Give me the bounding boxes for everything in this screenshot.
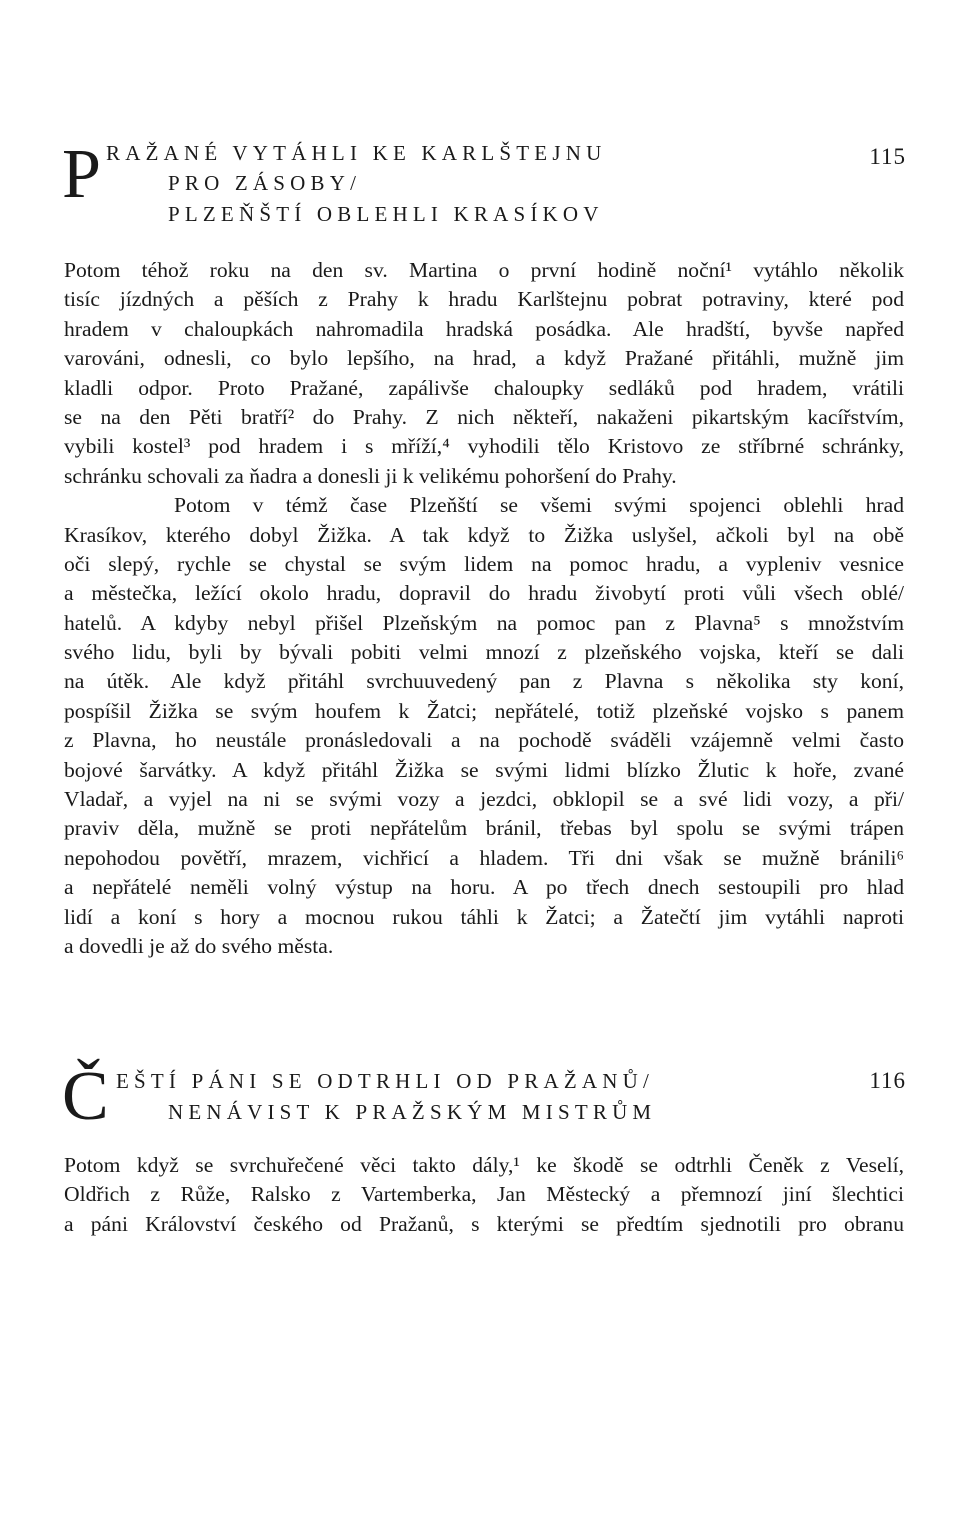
text-line: bojové šarvátky. A když přitáhl Žižka se svými lidmi blízko Žlutic k hoře, zvané (64, 757, 904, 782)
chapter-title-line-2: PRO ZÁSOBY/ (168, 171, 362, 195)
text-line: nepohodou povětří, mrazem, vichřicí a hladem. Tři dni však se mužně bránili⁶ (64, 845, 904, 870)
text-line: Potom v témž čase Plzeňští se všemi svými spojenci oblehli hrad (174, 493, 904, 518)
chapter-title-line-1: RAŽANÉ VYTÁHLI KE KARLŠTEJNU (106, 141, 607, 165)
text-line: z Plavna, ho neustále pronásledovali a na pochodě sváděli vzájemně velmi často (64, 728, 904, 753)
chapter-number: 116 (869, 1068, 906, 1093)
chapter-number: 115 (869, 144, 906, 169)
text-line: hatelů. A kdyby nebyl přišel Plzeňským na pomoc pan z Plavna⁵ s množstvím (64, 610, 904, 635)
chapter-title-line-3: PLZEŇŠTÍ OBLEHLI KRASÍKOV (168, 202, 604, 226)
text-line: svého lidu, byli by bývali pobiti velmi mnozí z plzeňského vojska, kteří se dali (64, 640, 904, 665)
chapter-heading-116 (62, 1058, 910, 1138)
text-line: varováni, odnesli, co bylo lepšího, na hrad, a když Pražané přitáhli, mužně jim (64, 346, 904, 371)
text-line: lidí a koní s hory a mocnou rukou táhli k Žatci; a Žatečtí jim vytáhli naproti (64, 904, 904, 929)
chapter-initial: Č (62, 1058, 109, 1135)
text-line: Vladař, a vyjel na ni se svými vozy a jezdci, obklopil se a své lidi vozy, a při/ (64, 787, 904, 812)
text-line: se na den Pěti bratří² do Prahy. Z nich někteří, nakaženi pikartským kacířstvím, (64, 404, 904, 429)
text-line: kladli odpor. Proto Pražané, zapálivše chaloupky sedláků pod hradem, vrátili (64, 375, 904, 400)
text-line: schránku schovali za ňadra a donesli ji k velikému pohoršení do Prahy. (64, 463, 677, 488)
chapter-body-116 (64, 1151, 904, 1239)
text-line: hradem v chaloupkách nahromadila hradská posádka. Ale hradští, byvše napřed (64, 316, 904, 341)
text-line: a nepřátelé neměli volný výstup na horu. A po třech dnech sestoupili pro hlad (64, 875, 904, 900)
text-line: a dovedli je až do svého města. (64, 933, 334, 958)
chapter-body-115 (64, 256, 904, 961)
text-line: Potom když se svrchuřečené věci takto dály,¹ ke škodě se odtrhli Čeněk z Veselí, (64, 1153, 904, 1177)
chapter-heading-115 (62, 136, 910, 236)
chapter-initial: P (62, 136, 101, 213)
text-line: vybili kostel³ pod hradem i s mříží,⁴ vyhodili tělo Kristovo ze stříbrné schránky, (64, 434, 904, 459)
text-line: Oldřich z Růže, Ralsko z Vartemberka, Jan Městecký a přemnozí jiní šlechtici (64, 1182, 904, 1207)
text-line: a městečka, ležící okolo hradu, dopravil do hradu živobytí proti vůli všech oblé/ (64, 581, 904, 606)
text-line: Potom téhož roku na den sv. Martina o první hodině noční¹ vytáhlo několik (64, 258, 904, 282)
chapter-title-line-2: NENÁVIST K PRAŽSKÝM MISTRŮM (168, 1100, 657, 1124)
text-line: a páni Království českého od Pražanů, s kterými se předtím sjednotili pro obranu (64, 1211, 904, 1236)
text-line: na útěk. Ale když přitáhl svrchuuvedený pan z Plavna s několika sty koní, (64, 669, 904, 694)
text-line: oči slepý, rychle se chystal se svým lidem na pomoc hradu, a vypleniv vesnice (64, 551, 904, 576)
text-line: tisíc jízdných a pěších z Prahy k hradu Karlštejnu pobrat potraviny, které pod (64, 287, 904, 312)
text-line: pospíšil Žižka se svým houfem k Žatci; nepřátelé, totiž plzeňské vojsko s panem (64, 698, 904, 723)
text-line: praviv děla, mužně se proti nepřátelům bránil, třebas byl spolu se svými trápen (64, 816, 904, 841)
chapter-title-line-1: EŠTÍ PÁNI SE ODTRHLI OD PRAŽANŮ/ (116, 1069, 654, 1093)
text-line: Krasíkov, kterého dobyl Žižka. A tak když to Žižka uslyšel, ačkoli byl na obě (64, 522, 904, 547)
